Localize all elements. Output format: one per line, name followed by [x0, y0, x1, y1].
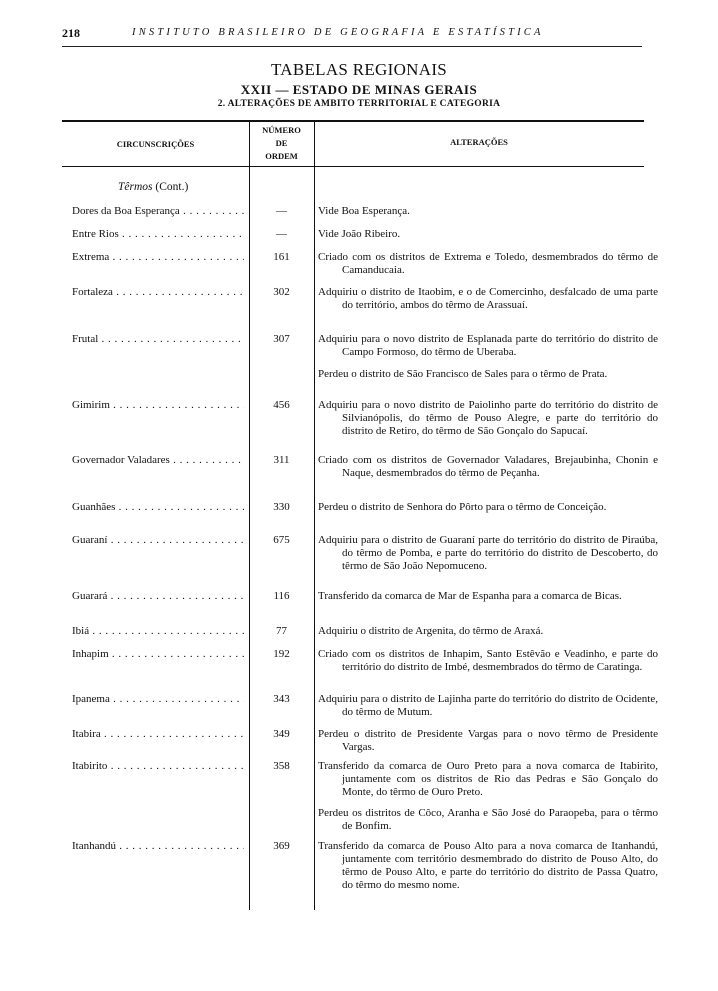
group-label-text: Têrmos [118, 181, 153, 193]
page-header [62, 26, 642, 42]
row-alteration: Transferido da comarca de Pouso Alto para a nova comarca de Itanhandú, juntamente com território desmembrado do distrito de Pouso Alto, do têrmo de Pouso Alto, e parte do território do distrito de Passa Quatro, do têrmo do mesmo nome. [318, 840, 658, 891]
row-name: Ipanema . . . [72, 693, 244, 706]
row-number: 456 [273, 399, 290, 411]
row-number: — [276, 205, 287, 217]
section-title: 2. ALTERAÇÕES DE AMBITO TERRITORIAL E CATEGORIA [217, 99, 501, 109]
row-number: 161 [273, 251, 290, 263]
header-numero-de-ordem [249, 124, 314, 163]
group-label [118, 181, 188, 193]
row-alteration: Adquiriu para o novo distrito de Paiolinho parte do território do distrito de Silvianópolis, do têrmo de Pouso Alegre, e parte do território do distrito de Retiro, do têrmo de São Gonçalo do Sapucaí. [318, 399, 658, 437]
row-alteration: Criado com os distritos de Governador Valadares, Brejaubinha, Chonin e Naque, desmembrados do têrmo de Peçanha. [318, 454, 658, 479]
row-alteration: Adquiriu para o distrito de Guaraní parte do território do distrito de Piraúba, do têrmo de Pomba, e parte do território do distrito de Descoberto, do têrmo de São João Nepomuceno. [318, 534, 658, 572]
column-divider [314, 120, 315, 910]
row-name: Guarará . . . [72, 590, 244, 603]
row-name: Frutal . . . [72, 333, 244, 346]
row-number: 343 [273, 693, 290, 705]
row-name: Guaraní . . . [72, 534, 244, 547]
row-name: Inhapim . . . [72, 648, 244, 661]
row-alteration: Perdeu o distrito de Presidente Vargas para o novo têrmo de Presidente Vargas. [318, 728, 658, 753]
row-name: Governador Valadares . . . [72, 454, 244, 467]
header-alteracoes: ALTERAÇÕES [450, 137, 508, 147]
row-number: — [276, 228, 287, 240]
row-alteration: Transferido da comarca de Ouro Preto para a nova comarca de Itabirito, juntamente com os distritos de Rio das Pedras e São Gonçalo do Monte, do têrmo de Ouro Preto. [318, 760, 658, 798]
row-name: Extrema . . . [72, 251, 244, 264]
row-number: 330 [273, 501, 290, 513]
alteracoes-table [62, 120, 658, 920]
row-alteration: Adquiriu o distrito de Argenita, do têrmo de Araxá. [318, 625, 544, 637]
row-alteration: Adquiriu o distrito de Itaobim, e o de Comercinho, desfalcado de uma parte do território, ambos do têrmo de Arassuaí. [318, 286, 658, 311]
header-ordem: ORDEM [265, 151, 298, 161]
row-name: Fortaleza . . . [72, 286, 244, 299]
row-alteration: Adquiriu para o distrito de Lajinha parte do território do distrito de Ocidente, do têrmo de Mutum. [318, 693, 658, 718]
row-number: 77 [276, 625, 287, 637]
row-name: Ibiá . . . [72, 625, 244, 638]
row-number: 116 [273, 590, 290, 602]
row-alteration: Adquiriu para o novo distrito de Esplanada parte do território do distrito de Campo Formoso, do têrmo de Uberaba. [318, 333, 658, 358]
row-alteration: Vide João Ribeiro. [318, 228, 401, 240]
row-name: Itabira . . . [72, 728, 244, 741]
row-number: 302 [273, 286, 290, 298]
group-label-suffix: (Cont.) [155, 181, 189, 193]
row-number: 369 [273, 840, 290, 852]
row-number: 349 [273, 728, 290, 740]
state-title: XXII — ESTADO DE MINAS GERAIS [240, 82, 478, 97]
row-alteration: Perdeu o distrito de Senhora do Pôrto para o têrmo de Conceição. [318, 501, 607, 513]
page-number: 218 [62, 26, 80, 40]
row-number: 311 [273, 454, 290, 466]
page-title: TABELAS REGIONAIS [270, 60, 448, 79]
row-alteration-2: Perdeu os distritos de Côco, Aranha e São José do Paraopeba, para o têrmo de Bonfim. [318, 807, 658, 832]
row-name: Entre Rios . . . [72, 228, 244, 241]
row-number: 358 [273, 760, 290, 772]
header-rule [62, 46, 642, 47]
header-circunscricoes: CIRCUNSCRIÇÕES [116, 139, 195, 149]
header-numero: NÚMERO [262, 125, 301, 135]
row-name: Dores da Boa Esperança . . . [72, 205, 244, 218]
row-name: Itanhandú . . . [72, 840, 244, 853]
row-name: Itabirito . . . [72, 760, 244, 773]
row-alteration: Criado com os distritos de Inhapim, Santo Estêvão e Veadinho, e parte do território do distrito de Imbé, desmembrados do têrmo de Caratinga. [318, 648, 658, 673]
row-alteration: Vide Boa Esperança. [318, 205, 410, 217]
row-number: 307 [273, 333, 290, 345]
table-top-rule [62, 120, 644, 122]
row-alteration-2: Perdeu o distrito de São Francisco de Sales para o têrmo de Prata. [318, 368, 608, 380]
row-number: 192 [273, 648, 290, 660]
row-alteration: Criado com os distritos de Extrema e Toledo, desmembrados do têrmo de Camanducaia. [318, 251, 658, 276]
table-head-rule [62, 166, 644, 167]
row-name: Gimirim . . . [72, 399, 244, 412]
row-alteration: Transferido da comarca de Mar de Espanha para a comarca de Bicas. [318, 590, 622, 602]
row-number: 675 [273, 534, 290, 546]
header-de: DE [275, 138, 288, 148]
row-name: Guanhães . . . [72, 501, 244, 514]
running-title: INSTITUTO BRASILEIRO DE GEOGRAFIA E ESTATÍSTICA [132, 27, 544, 38]
